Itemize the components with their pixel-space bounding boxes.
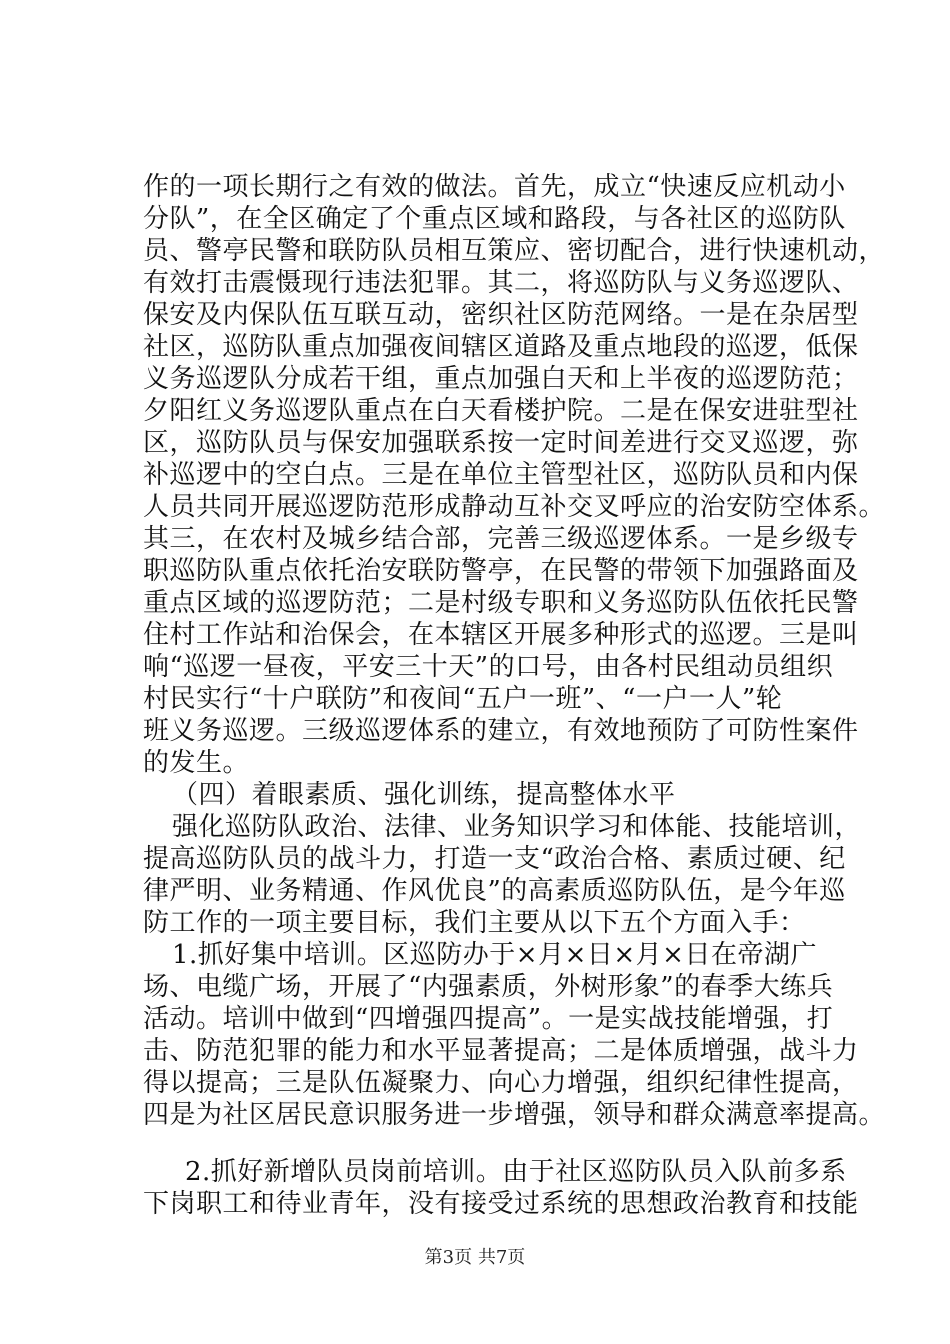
text-line: 1.抓好集中培训。区巡防办于×月×日×月×日在帝湖广 (172, 940, 817, 970)
text-line: 得以提高；三是队伍凝聚力、向心力增强，组织纪律性提高， (143, 1068, 859, 1098)
text-line: 作的一项长期行之有效的做法。首先，成立“快速反应机动小 (143, 172, 846, 202)
text-line: 响“巡逻一昼夜，平安三十天”的口号，由各村民组动员组织 (143, 652, 834, 682)
text-line: 其三，在农村及城乡结合部，完善三级巡逻体系。一是乡级专 (143, 524, 859, 554)
text-line: 住村工作站和治保会，在本辖区开展多种形式的巡逻。三是叫 (143, 620, 859, 650)
text-line: 夕阳红义务巡逻队重点在白天看楼护院。二是在保安进驻型社 (143, 396, 859, 426)
text-line: 人员共同开展巡逻防范形成静动互补交叉呼应的治安防空体系。 (143, 492, 886, 522)
text-line: 义务巡逻队分成若干组，重点加强白天和上半夜的巡逻防范； (143, 364, 859, 394)
text-line: 的发生。 (143, 748, 250, 778)
text-line: 场、电缆广场，开展了“内强素质，外树形象”的春季大练兵 (143, 972, 834, 1002)
text-line: 防工作的一项主要目标，我们主要从以下五个方面入手： (143, 908, 806, 938)
text-line: 强化巡防队政治、法律、业务知识学习和体能、技能培训， (172, 812, 862, 842)
text-line: 活动。培训中做到“四增强四提高”。一是实战技能增强，打 (143, 1004, 834, 1034)
text-line: 有效打击震慑现行违法犯罪。其二，将巡防队与义务巡逻队、 (143, 268, 859, 298)
text-line: 分队”，在全区确定了个重点区域和路段，与各社区的巡防队 (143, 204, 846, 234)
text-line: 村民实行“十户联防”和夜间“五户一班”、“一户一人”轮 (143, 684, 783, 714)
text-line: 律严明、业务精通、作风优良”的高素质巡防队伍，是今年巡 (143, 876, 846, 906)
text-line: 四是为社区居民意识服务进一步增强，领导和群众满意率提高。 (143, 1100, 886, 1130)
text-line: 击、防范犯罪的能力和水平显著提高；二是体质增强，战斗力 (143, 1036, 859, 1066)
page-footer: 第3页 共7页 (424, 1247, 526, 1268)
text-line: 区，巡防队员与保安加强联系按一定时间差进行交叉巡逻，弥 (143, 428, 859, 458)
text-line: 保安及内保队伍互联互动，密织社区防范网络。一是在杂居型 (143, 300, 859, 330)
text-line: 职巡防队重点依托治安联防警亭，在民警的带领下加强路面及 (143, 556, 859, 586)
section-heading: （四）着眼素质、强化训练，提高整体水平 (172, 780, 676, 810)
text-line: 重点区域的巡逻防范；二是村级专职和义务巡防队伍依托民警 (143, 588, 859, 618)
text-line: 补巡逻中的空白点。三是在单位主管型社区，巡防队员和内保 (143, 460, 859, 490)
text-line: 员、警亭民警和联防队员相互策应、密切配合，进行快速机动， (143, 236, 886, 266)
text-line: 社区，巡防队重点加强夜间辖区道路及重点地段的巡逻，低保 (143, 332, 859, 362)
text-line: 提高巡防队员的战斗力，打造一支“政治合格、素质过硬、纪 (143, 844, 846, 874)
text-line: 班义务巡逻。三级巡逻体系的建立，有效地预防了可防性案件 (143, 716, 859, 746)
text-line: 下岗职工和待业青年，没有接受过系统的思想政治教育和技能 (143, 1189, 859, 1219)
text-line: 2.抓好新增队员岗前培训。由于社区巡防队员入队前多系 (185, 1157, 847, 1187)
